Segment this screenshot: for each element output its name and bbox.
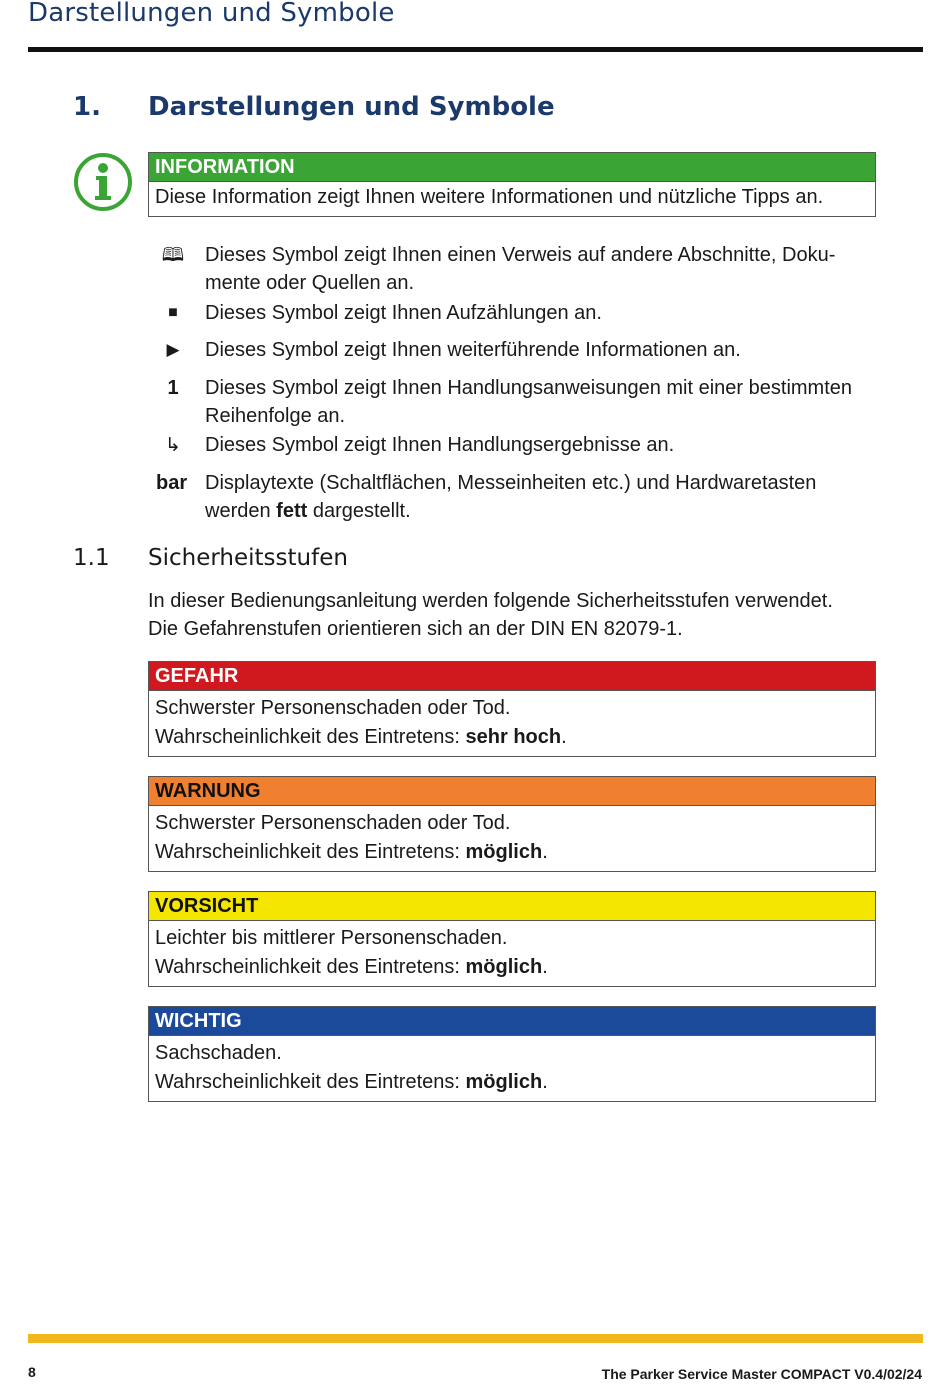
header-divider: [28, 47, 923, 52]
information-text: Diese Information zeigt Ihnen weitere Informationen und nützliche Tipps an.: [155, 186, 824, 208]
subsection-number: 1.1: [73, 545, 110, 571]
probability-end: .: [542, 841, 548, 863]
danger-description: Schwerster Personenschaden oder Tod.: [155, 697, 511, 719]
probability-value: sehr hoch: [465, 726, 562, 748]
caution-label: VORSICHT: [149, 892, 875, 921]
caution-description: Leichter bis mittlerer Personenschaden.: [155, 927, 508, 949]
probability-value: möglich: [465, 841, 543, 863]
danger-label: GEFAHR: [149, 662, 875, 691]
symbol-text: Dieses Symbol zeigt Ihnen einen Verweis auf andere Abschnitte, Doku-: [205, 244, 836, 266]
caution-box: [148, 891, 876, 987]
subsection-title: [73, 545, 348, 571]
section-number: 1.: [73, 92, 101, 122]
probability-end: .: [542, 1071, 548, 1093]
symbol-text-cont: Reihenfolge an.: [205, 405, 346, 427]
triangle-right-icon: ▶: [166, 340, 180, 360]
warning-box: [148, 776, 876, 872]
information-icon: [73, 152, 133, 212]
document-reference: The Parker Service Master COMPACT V0.4/02/24: [601, 1366, 922, 1382]
section-title: [73, 92, 555, 122]
probability-label: Wahrscheinlichkeit des Eintretens:: [155, 726, 466, 748]
symbol-text: Dieses Symbol zeigt Ihnen Handlungsergebnisse an.: [205, 434, 675, 456]
probability-value: möglich: [465, 956, 543, 978]
book-icon: 🕮: [161, 244, 185, 266]
page-header-title: Darstellungen und Symbole: [28, 0, 395, 28]
intro-paragraph: [148, 587, 888, 643]
result-arrow-icon: ↳: [165, 434, 181, 456]
symbol-row-reference: [148, 241, 888, 297]
subsection-title-text: Sicherheitsstufen: [148, 545, 348, 571]
intro-line: Die Gefahrenstufen orientieren sich an der DIN EN 82079-1.: [148, 618, 683, 640]
bold-sample: bar: [156, 472, 188, 494]
probability-label: Wahrscheinlichkeit des Eintretens:: [155, 841, 466, 863]
symbol-row-steps: [148, 374, 888, 430]
danger-box: [148, 661, 876, 757]
intro-line: In dieser Bedienungsanleitung werden folgende Sicherheitsstufen verwendet.: [148, 590, 833, 612]
probability-end: .: [542, 956, 548, 978]
important-box: [148, 1006, 876, 1102]
warning-description: Schwerster Personenschaden oder Tod.: [155, 812, 511, 834]
symbol-text: Dieses Symbol zeigt Ihnen Aufzählungen an.: [205, 302, 602, 324]
symbol-text-cont: mente oder Quellen an.: [205, 272, 415, 294]
information-box: [148, 152, 876, 217]
page-number: 8: [28, 1364, 36, 1380]
information-label: INFORMATION: [149, 153, 875, 182]
warning-label: WARNUNG: [149, 777, 875, 806]
important-label: WICHTIG: [149, 1007, 875, 1036]
step-number: 1: [167, 377, 179, 399]
important-description: Sachschaden.: [155, 1042, 282, 1064]
symbol-row-further-info: [148, 336, 888, 364]
section-title-text: Darstellungen und Symbole: [148, 92, 555, 122]
symbol-row-bold: [156, 469, 896, 525]
symbol-text: Dieses Symbol zeigt Ihnen Handlungsanweisungen mit einer bestimmten: [205, 377, 853, 399]
square-bullet-icon: ■: [168, 304, 178, 321]
symbol-text-cont: werden: [205, 500, 277, 522]
probability-end: .: [561, 726, 567, 748]
footer-accent-bar: [28, 1334, 923, 1343]
symbol-text: Displaytexte (Schaltflächen, Messeinheiten etc.) und Hardwaretasten: [205, 472, 817, 494]
probability-label: Wahrscheinlichkeit des Eintretens:: [155, 1071, 466, 1093]
symbol-row-list: [148, 299, 888, 327]
symbol-text-end: dargestellt.: [307, 500, 411, 522]
symbol-row-result: [148, 431, 888, 459]
probability-label: Wahrscheinlichkeit des Eintretens:: [155, 956, 466, 978]
symbol-text: Dieses Symbol zeigt Ihnen weiterführende Informationen an.: [205, 339, 741, 361]
bold-word: fett: [276, 500, 308, 522]
probability-value: möglich: [465, 1071, 543, 1093]
